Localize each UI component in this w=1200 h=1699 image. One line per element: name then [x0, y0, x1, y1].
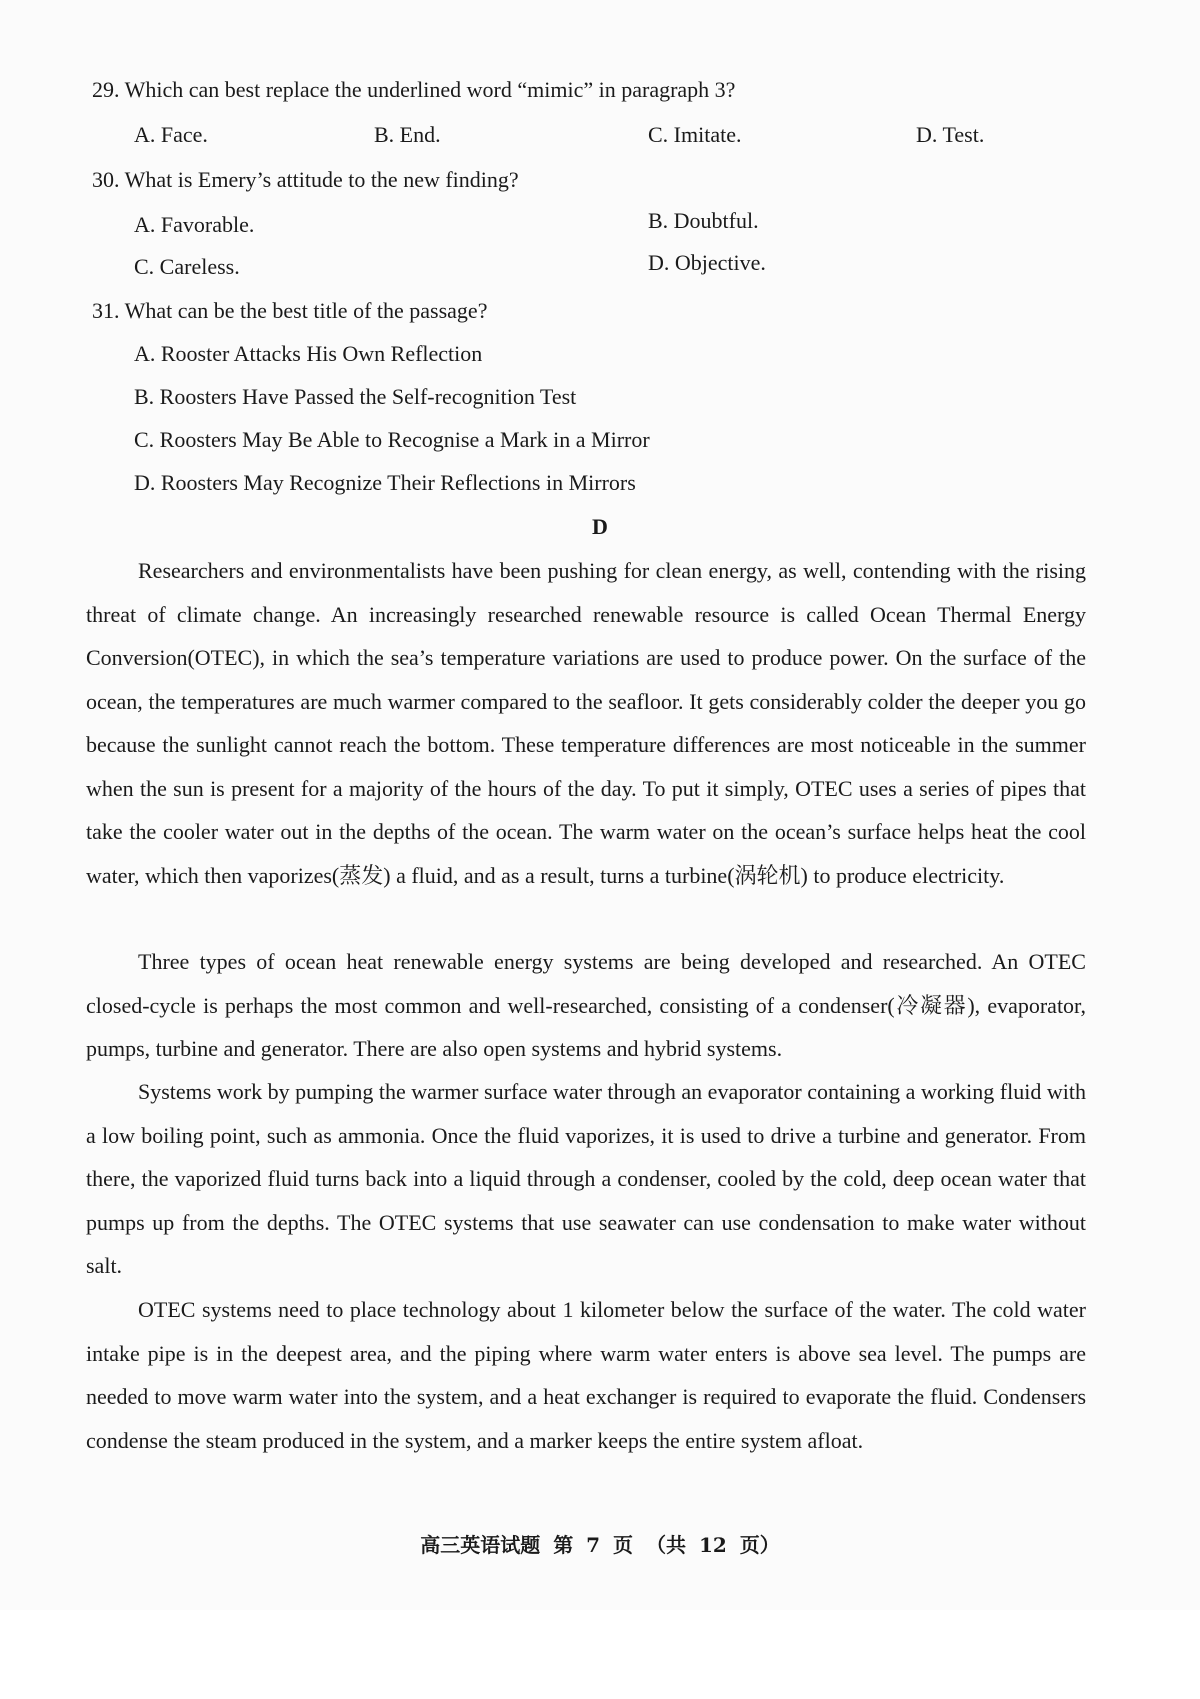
passage-paragraph-3: Systems work by pumping the warmer surface water through an evaporator containing a working fluid with a low boiling point, such as ammonia. Once the fluid vaporizes, it is used to drive a turbine and generator. From there, the vaporized fluid turns back into a liquid through a condenser, cooled by the cold, deep ocean water that pumps up from the depths. The OTEC systems that use seawater can use condensation to make water without salt.	[86, 1079, 1086, 1278]
passage-paragraph-1: Researchers and environmentalists have been pushing for clean energy, as well, contending with the rising threat of climate change. An increasingly researched renewable resource is called Ocean Thermal Energy Conversion(OTEC), in which the sea’s temperature variations are used to produce power. On the surface of the ocean, the temperatures are much warmer compared to the seafloor. It gets considerably colder the deeper you go because the sunlight cannot reach the bottom. These temperature differences are most noticeable in the summer when the sun is present for a majority of the hours of the day. To put it simply, OTEC uses a series of pipes that take the cooler water out in the depths of the ocean. The warm water on the ocean’s surface helps heat the cool water, which then vaporizes(蒸发) a fluid, and as a result, turns a turbine(涡轮机) to produce electricity.	[86, 558, 1086, 888]
q31-option-a: A. Rooster Attacks His Own Reflection	[134, 341, 483, 366]
q30-option-a: A. Favorable.	[134, 212, 255, 237]
question-29-stem: 29. Which can best replace the underlined word “mimic” in paragraph 3?	[92, 77, 736, 102]
passage-paragraph-2: Three types of ocean heat renewable energy systems are being developed and researched. An OTEC closed-cycle is perhaps the most common and well-researched, consisting of a condenser(冷凝器), evaporator, pumps, turbine and generator. There are also open systems and hybrid systems.	[86, 949, 1086, 1061]
q31-option-b: B. Roosters Have Passed the Self-recognition Test	[134, 384, 577, 409]
question-30-stem: 30. What is Emery’s attitude to the new finding?	[92, 167, 519, 192]
bottom-margin	[0, 1610, 1200, 1699]
q29-option-c: C. Imitate.	[648, 122, 742, 147]
q29-option-d: D. Test.	[916, 122, 985, 147]
q29-option-a: A. Face.	[134, 122, 208, 147]
q29-option-b: B. End.	[374, 122, 441, 147]
passage-paragraph-4: OTEC systems need to place technology about 1 kilometer below the surface of the water. The cold water intake pipe is in the deepest area, and the piping where warm water enters is above sea level. The pumps are needed to move warm water into the system, and a heat exchanger is required to evaporate the fluid. Condensers condense the steam produced in the system, and a marker keeps the entire system afloat.	[86, 1297, 1086, 1453]
q30-option-c: C. Careless.	[134, 254, 240, 279]
page-footer: 高三英语试题 第 7 页 （共 12 页）	[420, 1533, 780, 1557]
q31-option-d: D. Roosters May Recognize Their Reflections in Mirrors	[134, 470, 636, 495]
q30-option-d: D. Objective.	[648, 250, 766, 275]
section-heading: D	[592, 514, 608, 539]
q30-option-b: B. Doubtful.	[648, 208, 759, 233]
question-31-stem: 31. What can be the best title of the passage?	[92, 298, 488, 323]
q31-option-c: C. Roosters May Be Able to Recognise a Mark in a Mirror	[134, 427, 650, 452]
